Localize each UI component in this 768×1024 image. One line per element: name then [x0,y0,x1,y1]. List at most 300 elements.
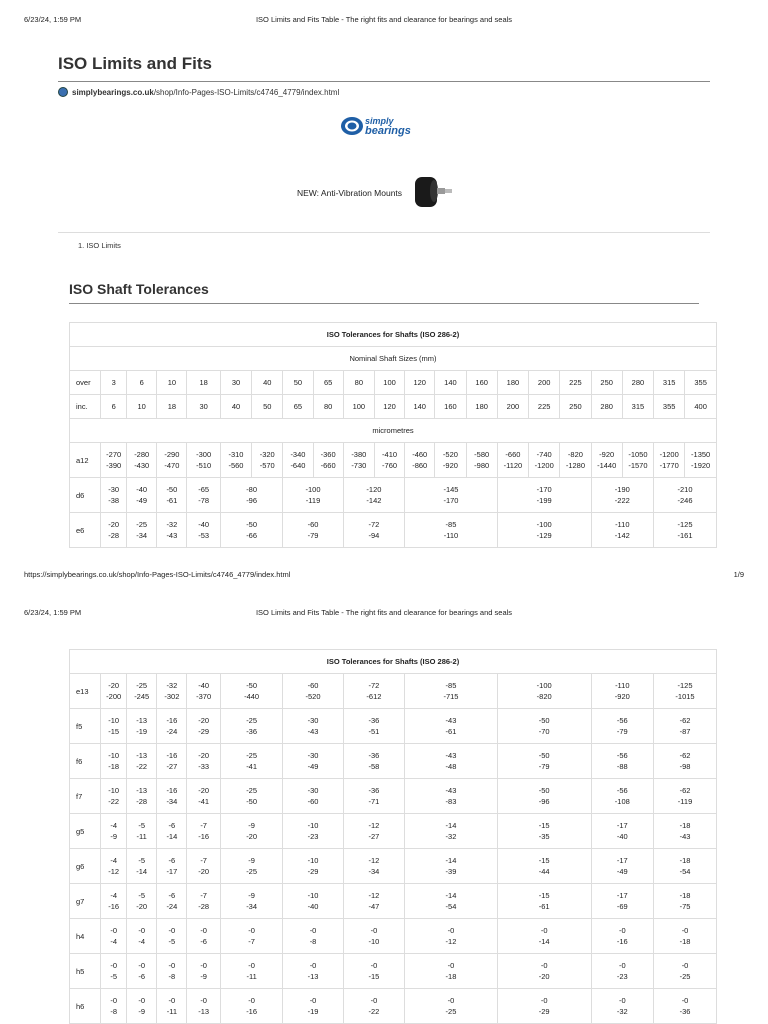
tolerance-lower: -715 [443,692,459,701]
size-over-cell: 10 [157,371,187,395]
tolerance-lower: -61 [166,496,178,505]
tolerance-upper: -30 [307,786,319,795]
tolerance-cell [591,919,654,954]
tolerance-lower: -570 [259,461,275,470]
tolerance-lower: -47 [368,902,380,911]
tolerance-lower: -28 [108,531,120,540]
table-caption: ISO Tolerances for Shafts (ISO 286-2) [70,323,717,347]
size-over-cell: 280 [622,371,653,395]
tolerance-upper: -7 [200,821,207,830]
tolerance-lower: -25 [679,972,691,981]
table-row [70,513,717,548]
tolerance-cell [654,709,717,744]
tolerance-lower: -39 [445,867,457,876]
simply-bearings-logo[interactable] [340,113,430,139]
tolerance-upper: -5 [138,856,146,865]
tolerance-upper: -0 [540,961,548,970]
tolerance-upper: -15 [538,891,550,900]
tolerance-lower: -43 [679,832,691,841]
tolerance-upper: -72 [368,681,380,690]
tolerance-cell [220,919,283,954]
tolerance-upper: -62 [679,786,691,795]
tolerance-cell [157,919,187,954]
globe-icon [58,87,68,97]
tolerance-cell [560,443,591,478]
tolerance-lower: -640 [290,461,306,470]
tolerance-upper: -5 [138,891,146,900]
tolerance-cell [220,884,283,919]
tolerance-upper: -25 [246,751,258,760]
tolerance-upper: -56 [616,786,628,795]
tolerance-cell [654,919,717,954]
tolerance-upper: -14 [445,821,457,830]
tolerance-class-label: g6 [70,849,101,884]
tolerance-cell [591,443,622,478]
tolerance-lower: -108 [614,797,630,806]
tolerance-upper: -170 [536,485,552,494]
tolerance-cell [283,919,343,954]
tolerance-cell [343,989,404,1024]
tolerance-cell [497,884,591,919]
tolerance-upper: -920 [599,450,615,459]
table-row [70,779,717,814]
table-row [70,709,717,744]
tolerance-cell [157,513,187,548]
tolerance-upper: -0 [138,996,146,1005]
tolerance-upper: -17 [616,891,628,900]
tolerance-lower: -9 [200,972,207,981]
tolerance-cell [220,443,251,478]
tolerance-upper: -310 [228,450,244,459]
tolerance-lower: -28 [136,797,148,806]
tolerance-cell [622,443,653,478]
tolerance-cell [343,849,404,884]
tolerance-cell [101,443,127,478]
tolerance-cell [654,989,717,1024]
size-over-cell: 3 [101,371,127,395]
tolerance-cell [187,779,220,814]
tolerance-upper: -20 [108,520,120,529]
tolerance-cell [157,884,187,919]
tolerance-cell [101,884,127,919]
table-caption: ISO Tolerances for Shafts (ISO 286-2) [70,650,717,674]
tolerance-upper: -80 [246,485,258,494]
tolerance-cell [127,954,157,989]
tolerance-upper: -18 [679,891,691,900]
size-inc-cell: 400 [685,395,717,419]
tolerance-lower: -5 [168,937,176,946]
tolerance-upper: -36 [368,716,380,725]
tolerance-lower: -142 [366,496,382,505]
tolerance-lower: -19 [136,727,148,736]
tolerance-lower: -1120 [503,461,523,470]
tolerance-upper: -0 [618,961,626,970]
svg-text:bearings: bearings [365,125,411,137]
table-row [70,478,717,513]
tolerance-upper: -4 [110,821,118,830]
svg-text:simply: simply [365,116,394,126]
print-page-title: ISO Limits and Fits Table - The right fits and clearance for bearings and seals [255,15,513,24]
tolerance-cell [313,443,343,478]
size-over-cell: 6 [127,371,157,395]
tolerance-cell [101,744,127,779]
tolerance-cell [591,709,654,744]
tolerance-upper: -43 [445,751,457,760]
tolerance-lower: -246 [677,496,693,505]
tolerance-upper: -0 [447,996,455,1005]
tolerance-cell [343,779,404,814]
section-heading: ISO Shaft Tolerances [69,281,209,297]
tolerance-cell [405,674,498,709]
tolerance-lower: -510 [196,461,212,470]
tolerance-upper: -17 [616,821,628,830]
list-item-iso-limits[interactable]: 1. ISO Limits [78,241,121,250]
tolerance-cell [591,884,654,919]
tolerance-cell [405,443,435,478]
tolerance-cell [591,989,654,1024]
tolerance-lower: -69 [616,902,628,911]
tolerance-lower: -17 [166,867,178,876]
tolerance-cell [127,814,157,849]
tolerance-cell [343,919,404,954]
tolerance-cell [220,744,283,779]
footer-url: https://simplybearings.co.uk/shop/Info-Pages-ISO-Limits/c4746_4779/index.html [24,570,291,579]
tolerance-cell [187,849,220,884]
tolerance-cell [187,744,220,779]
tolerance-cell [220,674,283,709]
tolerance-lower: -54 [445,902,457,911]
tolerance-lower: -43 [307,727,319,736]
tolerance-cell [591,513,654,548]
tolerance-cell [101,709,127,744]
tolerance-upper: -100 [305,485,321,494]
tolerance-upper: -100 [536,681,552,690]
tolerance-upper: -0 [618,926,626,935]
size-inc-cell: 100 [343,395,374,419]
tolerance-lower: -43 [166,531,178,540]
tolerance-cell [283,674,343,709]
tolerance-class-label: h6 [70,989,101,1024]
table-row [70,919,717,954]
tolerance-upper: -125 [677,520,693,529]
tolerance-cell [127,443,157,478]
tolerance-upper: -1050 [628,450,648,459]
tolerance-lower: -34 [368,867,380,876]
tolerance-lower: -49 [307,762,319,771]
tolerance-cell [283,989,343,1024]
unit-row: micrometres [70,419,717,443]
table-row [70,674,717,709]
tolerance-cell [127,989,157,1024]
tolerance-cell [343,513,404,548]
tolerance-upper: -32 [166,681,178,690]
tolerance-lower: -302 [164,692,180,701]
tolerance-upper: -10 [108,751,120,760]
tolerance-upper: -17 [616,856,628,865]
tolerance-cell [405,919,498,954]
tolerance-lower: -119 [305,496,321,505]
table-row [70,884,717,919]
tolerance-cell [654,513,717,548]
tolerance-upper: -30 [307,716,319,725]
tolerance-upper: -16 [166,786,178,795]
tolerance-upper: -25 [136,681,148,690]
tolerance-cell [591,478,654,513]
tolerance-class-label: g7 [70,884,101,919]
size-inc-cell: 200 [497,395,528,419]
tolerance-upper: -25 [246,716,258,725]
tolerance-cell [283,443,313,478]
tolerance-upper: -25 [246,786,258,795]
size-inc-cell: 180 [466,395,497,419]
table-row [70,814,717,849]
tolerance-cell [497,443,528,478]
tolerance-upper: -85 [445,681,457,690]
tolerance-upper: -0 [540,926,548,935]
tolerance-cell [187,884,220,919]
size-over-cell: 180 [497,371,528,395]
tolerance-lower: -16 [616,937,628,946]
tolerance-cell [220,849,283,884]
tolerance-upper: -0 [200,996,207,1005]
tolerance-upper: -10 [307,821,319,830]
tolerance-upper: -60 [307,681,319,690]
tolerance-lower: -12 [108,867,120,876]
tolerance-lower: -1770 [659,461,679,470]
tolerance-upper: -0 [309,926,317,935]
print-header-page-2 [0,608,768,628]
tolerance-lower: -79 [538,762,550,771]
tolerance-lower: -560 [228,461,244,470]
tolerance-cell [591,674,654,709]
size-over-cell: 65 [313,371,343,395]
tolerance-cell [101,919,127,954]
tolerance-upper: -50 [538,751,550,760]
tolerance-cell [220,954,283,989]
tolerance-cell [283,744,343,779]
tolerance-lower: -58 [368,762,380,771]
size-inc-cell: 30 [187,395,220,419]
size-over-cell: 225 [560,371,591,395]
tolerance-upper: -50 [166,485,178,494]
size-inc-cell: 140 [405,395,435,419]
tolerance-lower: -94 [368,531,380,540]
tolerance-upper: -13 [136,716,148,725]
tolerance-upper: -50 [538,786,550,795]
tolerance-lower: -79 [616,727,628,736]
tolerance-cell [654,954,717,989]
tolerance-class-label: h4 [70,919,101,954]
tolerance-lower: -51 [368,727,380,736]
tolerance-lower: -20 [538,972,550,981]
tolerance-lower: -16 [246,1007,258,1016]
tolerance-cell [283,884,343,919]
tolerance-cell [127,779,157,814]
tolerance-upper: -1350 [691,450,711,459]
shaft-tolerance-table-2 [69,649,699,1024]
tolerance-upper: -50 [246,681,258,690]
tolerance-upper: -820 [567,450,583,459]
tolerance-upper: -0 [168,926,176,935]
tolerance-upper: -43 [445,716,457,725]
tolerance-lower: -49 [136,496,148,505]
tolerance-cell [187,478,220,513]
tolerance-lower: -44 [538,867,550,876]
size-inc-cell: 160 [435,395,466,419]
tolerance-upper: -14 [445,856,457,865]
tolerance-lower: -1200 [534,461,554,470]
size-inc-cell: 6 [101,395,127,419]
tolerance-cell [374,443,404,478]
tolerance-lower: -20 [136,902,148,911]
table-row [70,989,717,1024]
tolerance-cell [127,919,157,954]
tolerance-upper: -190 [614,485,630,494]
tolerance-cell [497,478,591,513]
promo-link[interactable] [297,174,456,212]
tolerance-cell [497,744,591,779]
tolerance-cell [435,443,466,478]
tolerance-upper: -580 [474,450,490,459]
tolerance-lower: -98 [679,762,691,771]
tolerance-lower: -34 [166,797,178,806]
tolerance-lower: -16 [108,902,120,911]
tolerance-lower: -245 [134,692,150,701]
tolerance-lower: -13 [307,972,319,981]
source-link[interactable] [58,87,339,97]
tolerance-upper: -62 [679,716,691,725]
tolerance-lower: -29 [307,867,319,876]
tolerance-upper: -0 [110,961,118,970]
tolerance-cell [497,989,591,1024]
tolerance-lower: -390 [106,461,122,470]
tolerance-upper: -43 [445,786,457,795]
tolerance-upper: -360 [320,450,336,459]
print-datetime: 6/23/24, 1:59 PM [24,608,82,617]
tolerance-class-label: h5 [70,954,101,989]
tolerance-lower: -9 [138,1007,146,1016]
tolerance-class-label: f5 [70,709,101,744]
tolerance-lower: -730 [351,461,367,470]
tolerance-lower: -20 [246,832,258,841]
tolerance-lower: -6 [138,972,146,981]
tolerance-cell [497,513,591,548]
tolerance-lower: -13 [198,1007,210,1016]
size-over-cell: 80 [343,371,374,395]
tolerance-upper: -50 [246,520,258,529]
size-over-cell: 200 [529,371,560,395]
tolerance-lower: -41 [246,762,258,771]
tolerance-upper: -0 [200,961,207,970]
tolerance-lower: -10 [368,937,380,946]
tolerance-cell [654,744,717,779]
tolerance-class-label: f7 [70,779,101,814]
tolerance-lower: -18 [445,972,457,981]
tolerance-upper: -14 [445,891,457,900]
tolerance-upper: -0 [248,996,255,1005]
tolerance-upper: -20 [108,681,120,690]
tolerance-upper: -300 [196,450,212,459]
tolerance-cell [187,814,220,849]
size-over-cell: 120 [405,371,435,395]
tolerance-cell [591,779,654,814]
tolerance-upper: -4 [110,856,118,865]
tolerance-lower: -60 [307,797,319,806]
tolerance-upper: -0 [681,961,689,970]
tolerance-cell [187,989,220,1024]
promo-text: NEW: Anti-Vibration Mounts [297,188,403,198]
tolerance-upper: -0 [309,961,317,970]
size-inc-cell: 18 [157,395,187,419]
tolerance-lower: -470 [164,461,180,470]
tolerance-upper: -60 [307,520,319,529]
tolerance-upper: -20 [198,716,210,725]
tolerance-cell [127,849,157,884]
tolerance-lower: -1280 [565,461,586,470]
tolerance-cell [405,954,498,989]
tolerance-cell [283,954,343,989]
tolerance-cell [343,884,404,919]
tolerance-cell [101,478,127,513]
tolerance-lower: -760 [382,461,398,470]
tolerance-lower: -1015 [675,692,695,701]
tolerance-lower: -11 [136,832,147,841]
source-path: /shop/Info-Pages-ISO-Limits/c4746_4779/index.html [153,87,340,97]
tolerance-cell [283,779,343,814]
tolerance-upper: -10 [307,891,319,900]
tolerance-upper: -740 [536,450,552,459]
tolerance-lower: -36 [246,727,258,736]
tolerance-upper: -340 [290,450,306,459]
tolerance-lower: -4 [138,937,146,946]
size-inc-cell: 315 [622,395,653,419]
tolerance-upper: -72 [368,520,380,529]
tolerance-cell [497,954,591,989]
tolerance-upper: -18 [679,821,691,830]
tolerance-cell [220,814,283,849]
tolerance-upper: -12 [368,856,380,865]
tolerance-lower: -25 [445,1007,457,1016]
tolerance-cell [654,674,717,709]
tolerance-lower: -129 [536,531,552,540]
tolerance-lower: -35 [538,832,550,841]
tolerance-cell [101,989,127,1024]
tolerance-upper: -9 [248,821,255,830]
tolerance-upper: -0 [447,961,455,970]
tolerance-cell [220,513,283,548]
tolerance-cell [497,674,591,709]
tolerance-cell [283,513,343,548]
tolerance-lower: -49 [616,867,628,876]
tolerance-lower: -75 [679,902,691,911]
tolerance-lower: -8 [168,972,176,981]
tolerance-upper: -0 [110,926,118,935]
tolerance-upper: -145 [443,485,459,494]
tolerance-lower: -430 [134,461,150,470]
tolerance-upper: -7 [200,891,207,900]
tolerance-lower: -15 [108,727,120,736]
tolerance-lower: -7 [248,937,255,946]
tolerance-cell [685,443,717,478]
tolerance-cell [187,919,220,954]
tolerance-upper: -0 [540,996,548,1005]
tolerance-upper: -13 [136,751,148,760]
tolerance-upper: -12 [368,891,380,900]
tolerance-cell [343,443,374,478]
tolerance-cell [405,478,498,513]
tolerance-lower: -170 [443,496,459,505]
tolerance-cell [343,478,404,513]
